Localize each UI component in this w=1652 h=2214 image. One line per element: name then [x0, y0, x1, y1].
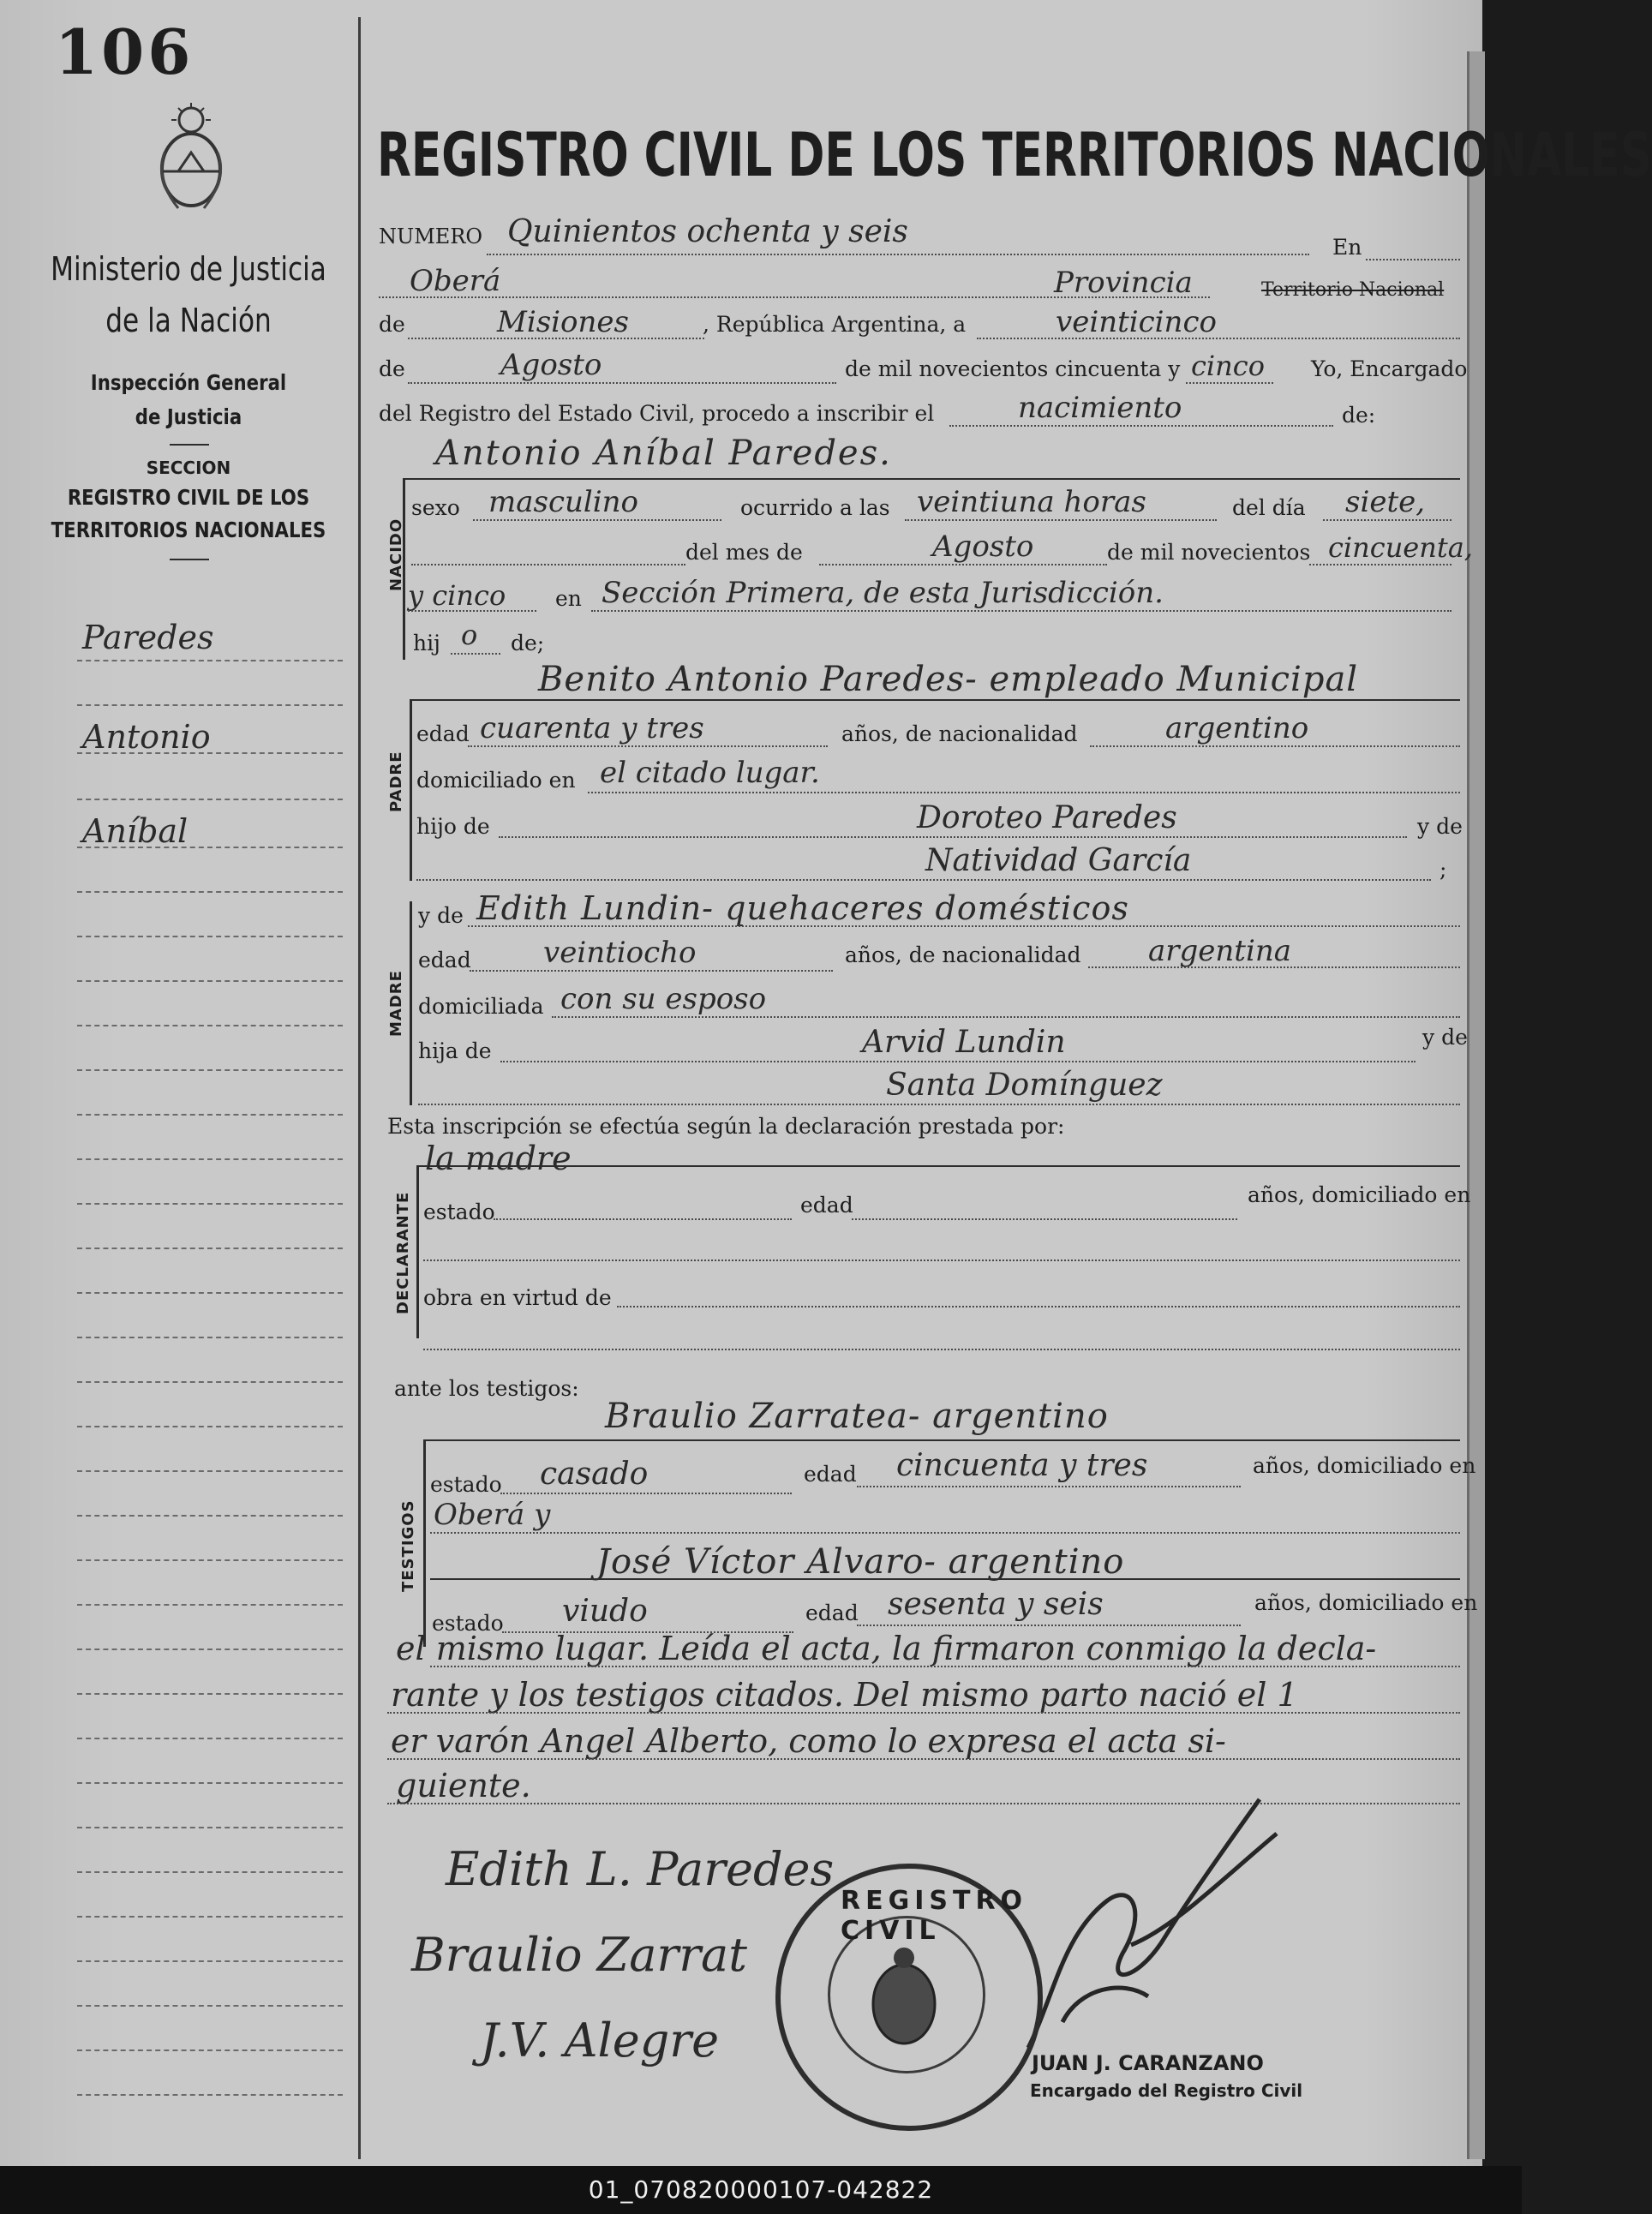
registry-seal	[775, 1864, 1043, 2131]
madre-name: Edith Lundin- quehaceres domésticos	[476, 889, 1129, 927]
padre-anos-label: años, de nacionalidad	[841, 721, 1078, 746]
en-label-2: en	[555, 586, 582, 611]
margin-second-name: Aníbal	[82, 812, 189, 850]
madre-dom-label: domiciliada	[418, 994, 544, 1019]
signature-mother: Edith L. Paredes	[446, 1842, 835, 1896]
padre-dom-value: el citado lugar.	[600, 756, 820, 790]
declarante-estado-label: estado	[423, 1200, 495, 1224]
seal-text: REGISTRO CIVIL	[841, 1886, 1028, 1946]
yo-label: Yo, Encargado	[1311, 356, 1468, 381]
declaracion-label: Esta inscripción se efectúa según la declaración prestada por:	[387, 1114, 1065, 1139]
numero-label: NUMERO	[379, 224, 483, 248]
province-value: Misiones	[497, 305, 629, 339]
page-binding-edge	[1467, 51, 1485, 2159]
ocurrido-label: ocurrido a las	[740, 495, 890, 520]
registro-label: del Registro del Estado Civil, procedo a inscribir el	[379, 401, 935, 426]
testigo1-edad-value: cincuenta y tres	[896, 1448, 1148, 1483]
padre-yde-label: y de	[1417, 814, 1463, 839]
officer-title: Encargado del Registro Civil	[1030, 2080, 1303, 2101]
padre-nac-value: argentino	[1165, 711, 1309, 745]
month-value: Agosto	[500, 348, 602, 382]
declarante-edad-label: edad	[800, 1193, 853, 1218]
hij-value: o	[461, 619, 478, 651]
inspeccion-line1: Inspección General	[90, 370, 287, 395]
madre-yde-label: y de	[418, 903, 464, 928]
anio-value: cincuenta,	[1328, 531, 1473, 564]
hora-value: veintiuna horas	[917, 485, 1146, 519]
en-label: En	[1332, 235, 1362, 260]
padre-semicolon: ;	[1440, 857, 1447, 882]
officer-signature-mark	[1003, 1782, 1294, 2065]
mes-value: Agosto	[932, 530, 1034, 564]
day-value: veinticinco	[1056, 305, 1217, 339]
testigos-label: ante los testigos:	[394, 1376, 579, 1401]
testigo1-edad-label: edad	[804, 1462, 857, 1487]
sexo-value: masculino	[488, 485, 639, 519]
mes-label: del mes de	[685, 540, 803, 565]
closing-line-4: guiente.	[396, 1767, 531, 1804]
margin-first-name: Antonio	[82, 718, 211, 756]
declarante-obra-label: obra en virtud de	[423, 1285, 612, 1310]
padre-name: Benito Antonio Paredes- empleado Municipal	[538, 660, 1359, 699]
nacido-side-label: NACIDO	[387, 518, 405, 591]
margin-surname: Paredes	[82, 619, 214, 656]
nacido-name: Antonio Aníbal Paredes.	[435, 434, 892, 473]
dia-value: siete,	[1345, 485, 1426, 519]
signature-witness-2: J.V. Alegre	[480, 2014, 720, 2067]
dia-label: del día	[1232, 495, 1306, 520]
padre-hijo-label: hijo de	[416, 814, 490, 839]
image-id-bar: 01_070820000107-042822	[0, 2166, 1522, 2214]
closing-line-3: er varón Angel Alberto, como lo expresa el acta si-	[391, 1722, 1226, 1760]
padre-padre-value: Doroteo Paredes	[917, 800, 1177, 835]
rule	[170, 444, 209, 446]
inspeccion-line2: de Justicia	[135, 404, 242, 429]
madre-nac-value: argentina	[1148, 934, 1292, 968]
seccion-label: SECCION	[146, 458, 231, 478]
de-label-2: de	[379, 356, 405, 381]
ministry-line2: de la Nación	[105, 302, 272, 339]
testigo2-estado-label: estado	[432, 1611, 504, 1636]
testigo1-dom-value: Oberá y	[434, 1498, 551, 1532]
de-label: de	[379, 312, 405, 337]
padre-side-label: PADRE	[387, 751, 405, 812]
testigo1-estado-value: casado	[540, 1457, 649, 1492]
declarante-side-label: DECLARANTE	[394, 1191, 412, 1314]
closing-line-1: el mismo lugar. Leída el acta, la firmaron conmigo la decla-	[396, 1630, 1377, 1667]
madre-edad-label: edad	[418, 948, 471, 972]
numero-value: Quinientos ochenta y seis	[507, 214, 908, 249]
anio-value-2: y cinco	[408, 579, 506, 612]
provincia-value: Provincia	[1054, 266, 1193, 300]
madre-edad-value: veintiocho	[543, 936, 697, 970]
registro-line1: REGISTRO CIVIL DE LOS	[67, 485, 310, 510]
mil2-label: de mil novecientos	[1107, 540, 1311, 565]
madre-side-label: MADRE	[387, 970, 405, 1037]
registro-line2: TERRITORIOS NACIONALES	[51, 518, 326, 542]
lugar-value: Sección Primera, de esta Jurisdicción.	[602, 576, 1164, 610]
madre-dom-value: con su esposo	[560, 982, 767, 1016]
officer-name: JUAN J. CARANZANO	[1032, 2051, 1264, 2075]
madre-hija-label: hija de	[418, 1038, 492, 1063]
testigos-side-label: TESTIGOS	[399, 1499, 417, 1592]
padre-edad-value: cuarenta y tres	[480, 711, 704, 745]
hij-label: hij	[413, 631, 440, 655]
seal-coat-of-arms-icon	[863, 1942, 945, 2054]
page-title: REGISTRO CIVIL DE LOS TERRITORIOS NACIONALES	[377, 120, 1652, 190]
ministry-line1: Ministerio de Justicia	[51, 250, 326, 288]
testigo1-estado-label: estado	[430, 1472, 502, 1497]
testigo2-estado-value: viudo	[562, 1594, 648, 1629]
mil-label: de mil novecientos cincuenta y	[845, 356, 1181, 381]
de2-label: de:	[1342, 403, 1376, 428]
padre-madre-value: Natividad García	[925, 843, 1192, 878]
place-value: Oberá	[410, 264, 501, 298]
declarante-anos-label: años, domiciliado en	[1248, 1182, 1471, 1207]
rule	[170, 559, 209, 560]
year-value: cinco	[1191, 350, 1265, 382]
hij-de-label: de;	[511, 631, 545, 655]
testigo1-name: Braulio Zarratea- argentino	[605, 1397, 1109, 1436]
padre-dom-label: domiciliado en	[416, 768, 576, 793]
padre-edad-label: edad	[416, 721, 470, 746]
sexo-label: sexo	[411, 495, 460, 520]
column-divider	[358, 17, 361, 2159]
folio-number: 106	[55, 15, 195, 88]
signature-witness-1: Braulio Zarrat	[411, 1928, 747, 1982]
testigo1-anos-label: años, domiciliado en	[1253, 1453, 1476, 1478]
act-value: nacimiento	[1018, 391, 1182, 425]
madre-padre-value: Arvid Lundin	[862, 1025, 1066, 1060]
testigo2-edad-label: edad	[805, 1601, 859, 1625]
madre-yde2-label: y de	[1422, 1025, 1468, 1050]
testigo2-anos-label: años, domiciliado en	[1254, 1590, 1478, 1615]
declarante-name: la madre	[425, 1140, 572, 1177]
madre-madre-value: Santa Domínguez	[886, 1068, 1163, 1103]
republica-label: , República Argentina, a	[703, 312, 967, 337]
madre-anos-label: años, de nacionalidad	[845, 942, 1081, 967]
territorio-struck: Territorio Nacional	[1261, 279, 1445, 301]
coat-of-arms-icon	[153, 101, 230, 221]
testigo2-name: José Víctor Alvaro- argentino	[596, 1542, 1125, 1582]
closing-line-2: rante y los testigos citados. Del mismo parto nació el 1	[391, 1676, 1298, 1714]
testigo2-edad-value: sesenta y seis	[888, 1587, 1104, 1622]
